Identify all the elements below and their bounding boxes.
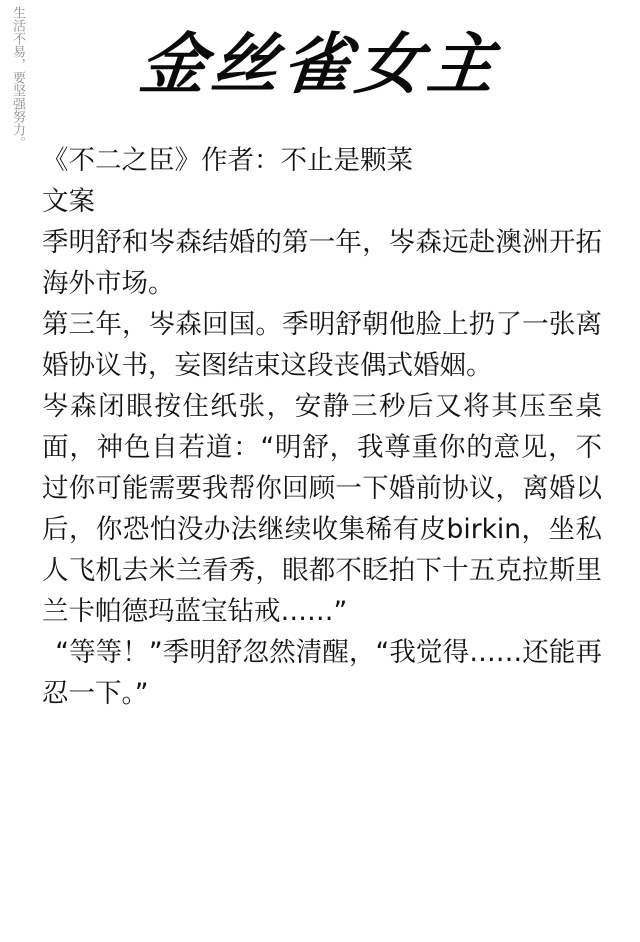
paragraph-byline: 《不二之臣》作者：不止是颗菜 (42, 145, 413, 176)
paragraph-3: 岑森闭眼按住纸张，安静三秒后又将其压至桌面，神色自若道：“明舒，我尊重你的意见，不过你可能需要我帮你回顾一下婚前协议，离婚以后，你恐怕没办法继续收集稀有皮birkin，坐私人飞机去米兰看秀，眼都不眨拍下十五克拉斯里兰卡帕德玛蓝宝钻戒……” (42, 391, 602, 627)
page-title: 金丝雀女主 (135, 25, 505, 103)
paragraph-1: 季明舒和岑森结婚的第一年，岑森远赴澳洲开拓海外市场。 (42, 227, 602, 299)
paragraph-4: “等等！”季明舒忽然清醒，“我觉得……还能再忍一下。” (42, 637, 602, 709)
paragraph-label-synopsis: 文案 (42, 186, 95, 217)
paragraph-2: 第三年，岑森回国。季明舒朝他脸上扔了一张离婚协议书，妄图结束这段丧偶式婚姻。 (42, 309, 602, 381)
body-text (42, 140, 602, 714)
side-note-vertical-text: 生活不易，要坚强努力。 (10, 6, 25, 149)
